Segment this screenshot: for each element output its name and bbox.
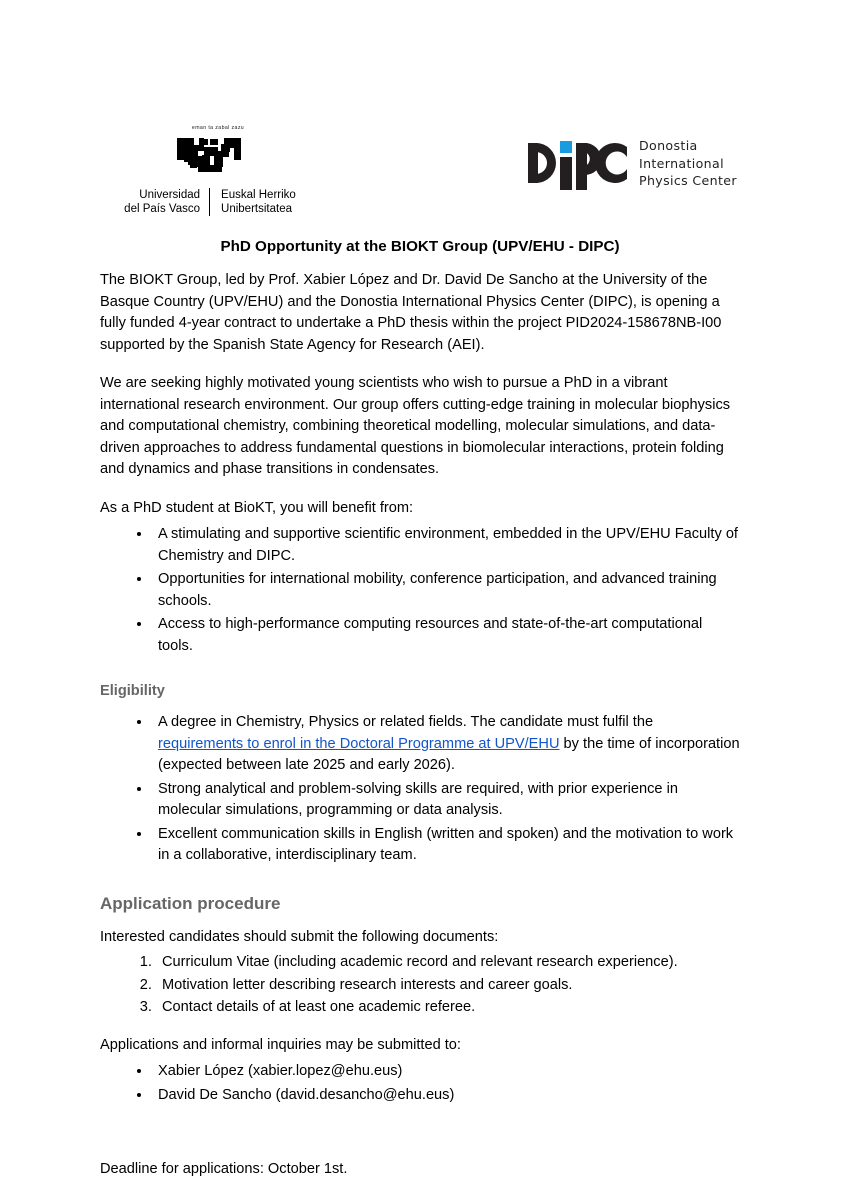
- list-item: • Xabier López (xabier.lopez@ehu.eus): [152, 1060, 740, 1083]
- benefits-lead: As a PhD student at BioKT, you will benefit from:: [100, 499, 414, 516]
- list-item: 2. Motivation letter describing research interests and career goals.: [156, 975, 740, 997]
- list-item: • David De Sancho (david.desancho@ehu.eus): [152, 1084, 740, 1107]
- upv-motto-text: eman ta zabal zazu: [191, 125, 245, 131]
- eligibility-item1-prefix: A degree in Chemistry, Physics or related fields. The candidate must fulfil the: [158, 714, 654, 730]
- dipc-name-text: [639, 137, 737, 190]
- list-item: • A stimulating and supportive scientific environment, embedded in the UPV/EHU Faculty of Chemistry and DIPC.: [152, 523, 740, 567]
- list-item: 1. Curriculum Vitae (including academic record and relevant research experience).: [156, 952, 740, 974]
- doctoral-programme-requirements-link[interactable]: requirements to enrol in the Doctoral Programme at UPV/EHU: [158, 735, 560, 752]
- contacts-list: [100, 1060, 740, 1106]
- dipc-name-line1: Donostia: [639, 138, 698, 153]
- eligibility-heading: Eligibility: [100, 683, 165, 699]
- upv-ehu-wordmark: [110, 188, 310, 216]
- dipc-name-line3: Physics Center: [639, 173, 737, 188]
- eligibility-item1-suffix: by the time of incorporation (expected between late 2025 and early 2026).: [158, 735, 740, 773]
- upv-name-line2: del País Vasco: [124, 203, 201, 215]
- benefits-list: [100, 523, 740, 657]
- upv-ehu-lauburu-icon: [174, 134, 244, 181]
- list-item: • Strong analytical and problem-solving skills are required, with prior experience in molecular simulations, programming or data analysis.: [152, 778, 740, 822]
- ehu-name-line1: Euskal Herriko: [221, 189, 296, 201]
- list-item: • Excellent communication skills in English (written and spoken) and the motivation to work in a collaborative, interdisciplinary team.: [152, 823, 740, 867]
- list-item: [152, 711, 740, 777]
- contact-lead: Applications and informal inquiries may be submitted to:: [100, 1036, 461, 1053]
- list-item: • Access to high-performance computing resources and state-of-the-art computational tools.: [152, 613, 740, 657]
- intro-paragraph: The BIOKT Group, led by Prof. Xabier López and Dr. David De Sancho at the University of the Basque Country (UPV/EHU) and the Donostia International Physics Center (DIPC), is opening a fully funded 4-year contract to undertake a PhD thesis within the project PID2024-158678NB-I00 supported by the Spanish State Agency for Research (AEI).: [100, 272, 722, 353]
- ehu-name-line2: Unibertsitatea: [221, 203, 292, 215]
- upv-ehu-logo: [110, 125, 310, 216]
- application-lead: Interested candidates should submit the following documents:: [100, 928, 499, 945]
- page-title: PhD Opportunity at the BIOKT Group (UPV/EHU - DIPC): [220, 238, 620, 255]
- application-documents-list: [100, 952, 740, 1019]
- application-procedure-heading: Application procedure: [100, 893, 281, 913]
- eligibility-list: [100, 711, 740, 867]
- upv-name-line1: Universidad: [139, 189, 201, 201]
- dipc-wordmark-icon: [528, 135, 628, 190]
- deadline-text: Deadline for applications: October 1st.: [100, 1161, 348, 1177]
- document-body: [100, 236, 740, 1181]
- list-item: 3. Contact details of at least one academic referee.: [156, 997, 740, 1019]
- dipc-logo: [528, 135, 737, 190]
- list-item: • Opportunities for international mobility, conference participation, and advanced training schools.: [152, 568, 740, 612]
- seeking-paragraph: We are seeking highly motivated young scientists who wish to pursue a PhD in a vibrant international research environment. Our group offers cutting-edge training in molecular biophysics and computational chemistry, combining theoretical modelling, molecular simulations, and data-driven approaches to address fundamental questions in biomolecular interactions, protein folding and dynamics and phase transitions in condensates.: [100, 375, 731, 477]
- logo-header: [0, 125, 849, 215]
- dipc-name-line2: International: [639, 155, 724, 171]
